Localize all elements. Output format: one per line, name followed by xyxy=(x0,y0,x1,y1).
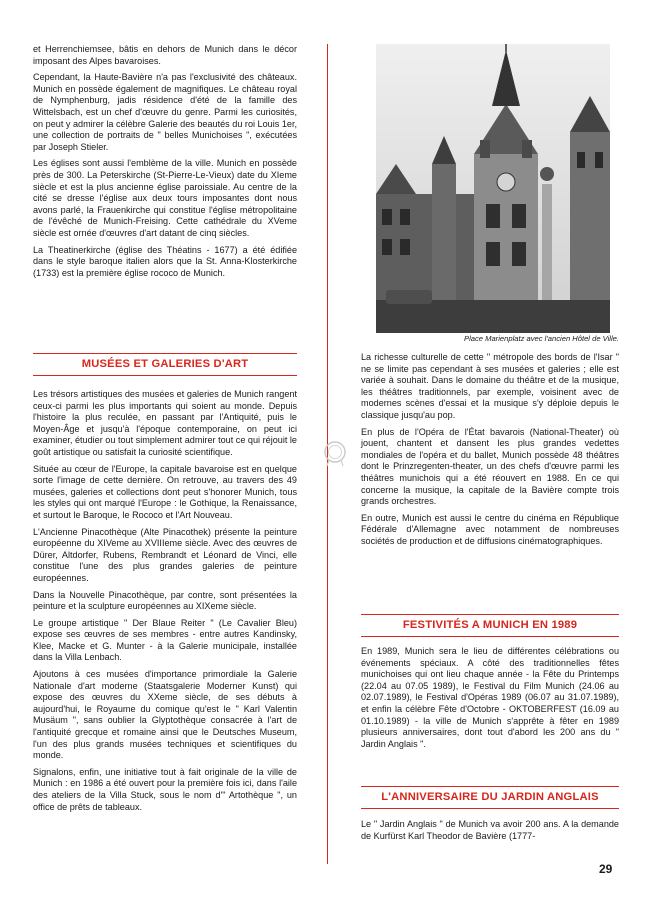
heading-anniversaire: L'ANNIVERSAIRE DU JARDIN ANGLAIS xyxy=(381,791,599,803)
heading-rule-top-musees xyxy=(33,353,297,354)
paragraph-artotheque: Signalons, enfin, une initiative tout à fait originale de la ville de Munich : en 1986 a été ouvert pour la première fois ici, dans l'aile des ateliers de la Villa Stuck, sous le nom d'" Artothèque ", un office de prêts de tableaux. xyxy=(33,766,297,812)
paragraph-nouvelle-pinacotheque: Dans la Nouvelle Pinacothèque, par contre, sont présentées la peinture et la sculpture européennes au XIXeme siècle. xyxy=(33,589,297,612)
heading-festivites: FESTIVITÉS A MUNICH EN 1989 xyxy=(402,619,578,631)
paragraph-europe: Située au cœur de l'Europe, la capitale bavaroise est en quelque sorte l'image de cette dernière. On retrouve, au travers des 49 musées, galeries et collections dont peut s'honorer Munich, tous les styles qui ont marqué l'Europe : le Gothique, la Renaissance, et surtout le Baroque, le Rococo et l'Art Nouveau. xyxy=(33,463,297,520)
paragraph-galerie-nationale: Ajoutons à ces musées d'importance primordiale la Galerie Nationale d'art moderne (Staatsgalerie Moderner Kunst) qui expose des œuvres du XXeme siècle, de ses débuts à aujourd'hui, le Royaume du comique qu'est le " Karl Valentin Musäum ", sans oublier la Glyptothèque consacrée à l'art de l'antiquité grecque et romaine ainsi que le Deutsches Museum, l'un des plus grands musées techniques et scientifiques du monde. xyxy=(33,669,297,761)
left-column-top xyxy=(33,44,297,284)
paragraph-festivites: En 1989, Munich sera le lieu de différentes célébrations ou événements spéciaux. A côté des traditionnelles fêtes munichoises qui ont lieu chaque année - la Fête du Printemps (22.04 au 07.05 1989), le Festival du Film Munich (24.06 au 02.07.1989), le Festival d'Opéras 1989 (06.07 au 31.07.1989), et enfin la célèbre Fête d'Octobre - OKTOBERFEST (16.09 au 01.10.1989) - la ville de Munich s'apprête à fêter en 1989 plusieurs anniversaires, dont tout d'abord les 200 ans du " Jardin Anglais ". xyxy=(361,646,619,749)
paragraph-chateaux: Cependant, la Haute-Bavière n'a pas l'exclusivité des châteaux. Munich en possède également de magnifiques. Le château royal de Nymphenburg, jadis résidence d'été de la famille des Wittelsbach, est un chef d'œuvre du genre. Parmi les curiosités, on peut y admirer la célèbre Galerie des beautés du roi Louis 1er, une collection de portraits de " belles Munichoises ", exécutées par Joseph Stieler. xyxy=(33,72,297,152)
page-number: 29 xyxy=(599,862,613,876)
paragraph-jardin-anglais: Le " Jardin Anglais " de Munich va avoir 200 ans. A la demande de Kurfürst Karl Theodor de Bavière (1777- xyxy=(361,819,619,841)
left-column-museums xyxy=(33,389,297,818)
paragraph-cinema: En outre, Munich est aussi le centre du cinéma en République Fédérale d'Allemagne avec notamment de nombreuses sociétés de production et de diffusions cinématographiques. xyxy=(361,512,619,546)
watermark-stamp-icon xyxy=(323,439,347,467)
paragraph-theatinerkirche: La Theatinerkirche (église des Théatins - 1677) a été édifiée dans le style baroque italien alors que la St. Anna-Klosterkirche (1733) est la première église rococo de Munich. xyxy=(33,244,297,278)
paragraph-tresors: Les trésors artistiques des musées et galeries de Munich rangent ceux-ci parmi les plus importants qui soient au monde. Depuis l'histoire la plus reculée, en passant par l'Antiquité, puis le Moyen-Âge et jusqu'à l'époque contemporaine, on peut ici examiner, étudier ou tout simplement admirer tout ce qui réjouit le goût artistique ou satisfait la curiosité scientifique. xyxy=(33,389,297,457)
heading-rule-bottom-musees xyxy=(33,375,297,376)
heading-musees-galeries: MUSÉES ET GALERIES D'ART xyxy=(81,358,249,370)
right-column-culture xyxy=(361,352,619,553)
heading-rule-top-anniversaire xyxy=(361,786,619,787)
heading-rule-bottom-anniversaire xyxy=(361,808,619,809)
paragraph-richesse-culturelle: La richesse culturelle de cette " métropole des bords de l'Isar " ne se limite pas cependant à ses musées et galeries ; elle est variée à souhait. Dans le domaine du théâtre et de la musique, les théâtres traditionnels, par exemple, voisinent avec de modernes scènes d'essai et la musique s'y déploie depuis le classique jusqu'au pop. xyxy=(361,352,619,420)
marienplatz-photo xyxy=(376,44,610,333)
photo-caption: Place Marienplatz avec l'ancien Hôtel de Ville. xyxy=(464,334,619,343)
paragraph-alte-pinakothek: L'Ancienne Pinacothèque (Alte Pinacothek) présente la peinture européenne du XIVeme au XVIIIeme siècle. Avec des œuvres de Dürer, Altdorfer, Rubens, Rembrandt et Léonard de Vinci, elle constitue l'une des plus grandes galeries de peinture européennes. xyxy=(33,526,297,583)
paragraph-blaue-reiter: Le groupe artistique " Der Blaue Reiter " (Le Cavalier Bleu) expose ses œuvres de ses membres - entre autres Kandinsky, Klee, Macke et G. Munter - à la Galerie municipale, installée dans la Villa Lenbach. xyxy=(33,617,297,663)
heading-rule-bottom-festivites xyxy=(361,636,619,637)
right-column-anniversary xyxy=(361,819,619,847)
marienplatz-photo-image xyxy=(376,44,610,333)
heading-rule-top-festivites xyxy=(361,614,619,615)
paragraph-herrenchiemsee: et Herrenchiemsee, bâtis en dehors de Munich dans le décor imposant des Alpes bavaroises. xyxy=(33,44,297,66)
paragraph-eglises: Les églises sont aussi l'emblème de la ville. Munich en possède près de 300. La Peterskirche (St-Pierre-Le-Vieux) date du XIeme siècle et est la plus ancienne église paroissiale. Au centre de la cité se dresse l'église aux deux tours imposantes dont nous avons parlé, la Frauenkirche qui constitue l'église métropolitaine de l'évêché de Munich-Freising. Cette cathédrale du XVeme siècle est ornée d'œuvres d'art datant de cinq siècles. xyxy=(33,158,297,238)
paragraph-opera: En plus de l'Opéra de l'État bavarois (National-Theater) où jouent, chantent et dansent les plus grandes vedettes mondiales de l'opéra et du ballet, Munich possède 48 théâtres dont le Prinzregenten-theater, un des chefs d'œuvre parmi les théâtres munichois qui a été réouvert en 1988. En ce qui concerne la musique, la capitale de la Bavière compte trois grands orchestres. xyxy=(361,426,619,507)
right-column-festivities xyxy=(361,646,619,755)
